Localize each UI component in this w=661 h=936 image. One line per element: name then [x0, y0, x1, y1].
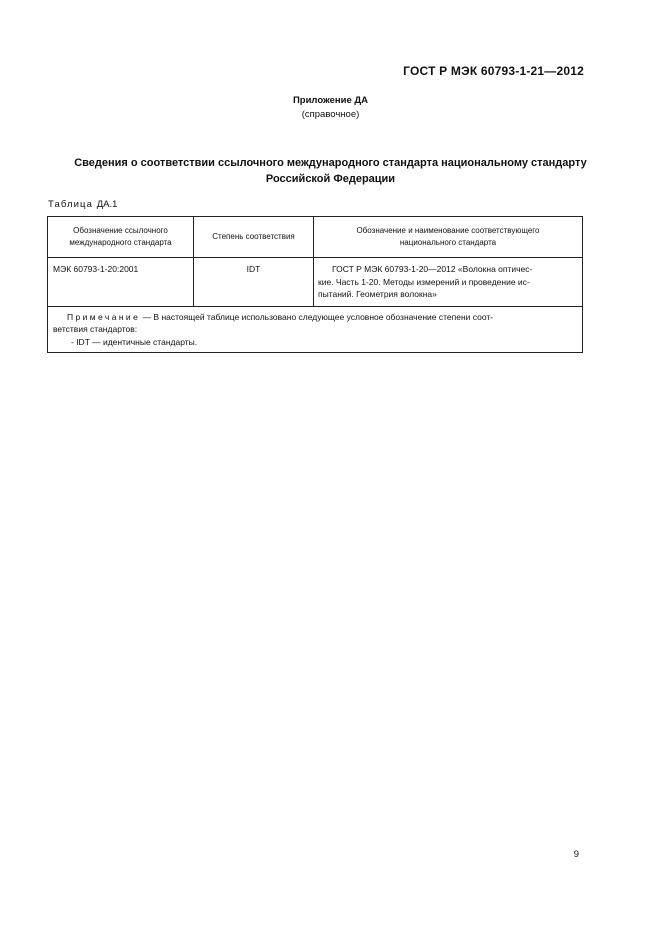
- header-reference-line2: международного стандарта: [69, 238, 172, 247]
- header-reference-line1: Обозначение ссылочного: [73, 226, 168, 235]
- header-reference-standard: [48, 217, 194, 258]
- cell-degree: IDT: [194, 258, 314, 307]
- correspondence-table: [47, 216, 583, 353]
- cell-reference: МЭК 60793-1-20:2001: [48, 258, 194, 307]
- table-label-number: ДА.1: [96, 199, 118, 210]
- header-national-line1: Обозначение и наименование соответствующего: [356, 226, 540, 235]
- table-note-row: [48, 306, 583, 353]
- header-degree: Степень соответствия: [194, 217, 314, 258]
- appendix-block: [0, 94, 661, 122]
- cell-national-line2: кие. Часть 1-20. Методы измерений и проведение ис-: [318, 276, 530, 287]
- table-row: [48, 258, 583, 307]
- cell-national-line1: ГОСТ Р МЭК 60793-1-20—2012 «Волокна оптичес-: [332, 264, 533, 274]
- header-national-line2: национального стандарта: [399, 238, 497, 247]
- section-heading: [48, 155, 613, 187]
- header-national-standard: [314, 217, 583, 258]
- section-heading-line2: Российской Федерации: [265, 173, 396, 185]
- table-note: [48, 306, 583, 353]
- table-label: [48, 199, 117, 210]
- table-label-word: Таблица: [48, 199, 93, 210]
- note-line1-text: — В настоящей таблице использовано следующее условное обозначение степени соот-: [140, 311, 494, 322]
- section-heading-line1: Сведения о соответствии ссылочного международного стандарта национальному стандарту: [74, 157, 587, 169]
- note-line3: - IDT — идентичные стандарты.: [71, 336, 198, 347]
- page-number: 9: [573, 849, 579, 860]
- standard-code-header: ГОСТ Р МЭК 60793-1-21—2012: [403, 64, 584, 78]
- note-label: Примечание: [67, 311, 141, 322]
- table-header-row: [48, 217, 583, 258]
- appendix-subtitle: (справочное): [301, 109, 360, 120]
- note-line1: [53, 311, 577, 324]
- cell-national-line3: пытаний. Геометрия волокна»: [318, 289, 437, 299]
- note-line2: ветствия стандартов:: [53, 324, 138, 334]
- cell-national: [314, 258, 583, 307]
- appendix-title: Приложение ДА: [292, 95, 369, 106]
